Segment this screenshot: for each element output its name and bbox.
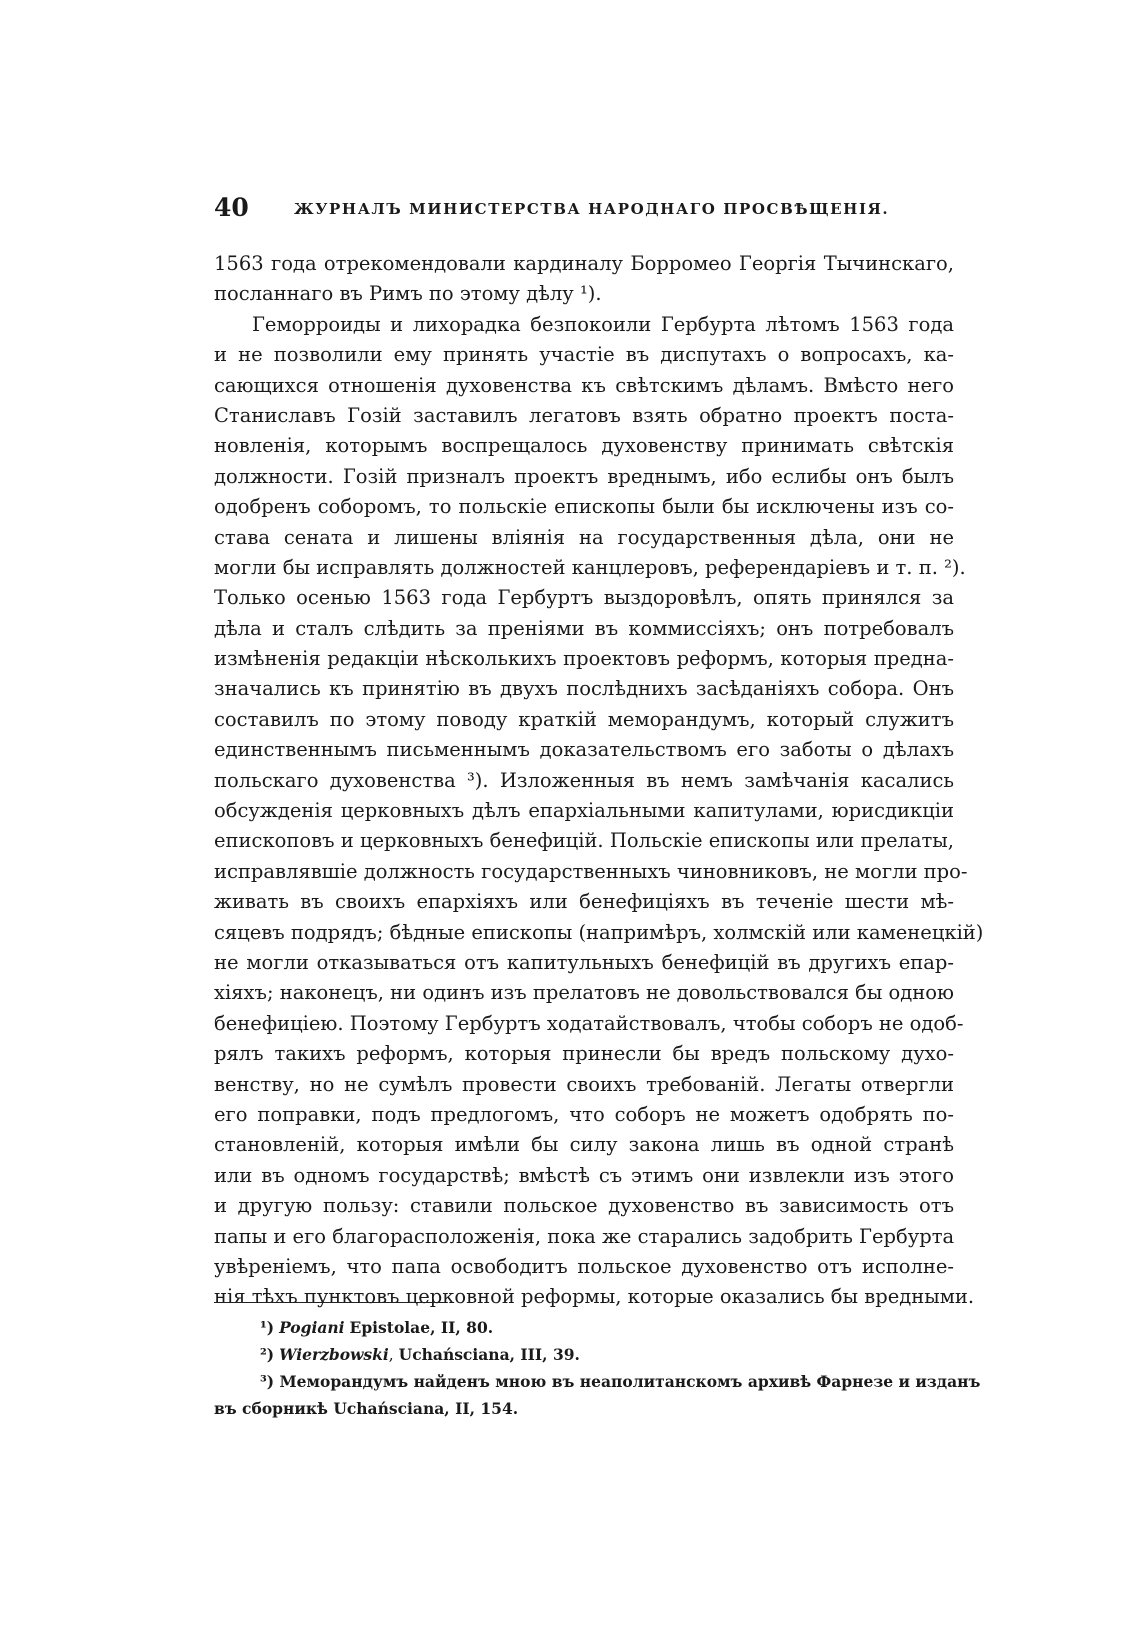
footnote-comma: , xyxy=(388,1346,394,1364)
text-line: единственнымъ письменнымъ доказательствомъ его заботы о дѣлахъ xyxy=(214,738,954,762)
text-line: могли бы исправлять должностей канцлеровъ, референдаріевъ и т. п. ²). xyxy=(214,555,966,579)
text-line: венству, но не сумѣлъ провести своихъ требованій. Легаты отвергли xyxy=(214,1072,954,1096)
footnote-reference: Epistolae, II, 80. xyxy=(349,1318,494,1337)
footnote-3-line-2: въ сборникѣ Uchańsciana, II, 154. xyxy=(214,1399,519,1418)
footnote-marker: ¹) xyxy=(260,1318,275,1337)
text-line: или въ одномъ государствѣ; вмѣстѣ съ этимъ они извлекли изъ этого xyxy=(214,1163,954,1187)
footnote-marker: ²) xyxy=(260,1345,275,1364)
text-line: значались къ принятію въ двухъ послѣднихъ засѣданіяхъ собора. Онъ xyxy=(214,677,954,701)
footnote-2 xyxy=(214,1341,954,1368)
footnote-1 xyxy=(214,1314,954,1341)
text-line: составилъ по этому поводу краткій меморандумъ, который служитъ xyxy=(214,707,954,731)
text-line: польскаго духовенства ³). Изложенныя въ немъ замѣчанія касались xyxy=(214,768,954,792)
page-number: 40 xyxy=(214,193,249,222)
text-line: дѣла и сталъ слѣдить за преніями въ коммиссіяхъ; онъ потребовалъ xyxy=(214,616,954,640)
text-line: рялъ такихъ реформъ, которыя принесли бы вредъ польскому духо- xyxy=(214,1042,954,1066)
text-line: сяцевъ подрядъ; бѣдные епископы (напримѣръ, холмскій или каменецкій) xyxy=(214,920,984,944)
text-line: епископовъ и церковныхъ бенефицій. Польскіе епископы или прелаты, xyxy=(214,829,954,853)
text-line: обсужденія церковныхъ дѣлъ епархіальными капитулами, юрисдикціи xyxy=(214,799,954,823)
body-text xyxy=(214,249,984,1313)
text-line: увѣреніемъ, что папа освободитъ польское духовенство отъ исполне- xyxy=(214,1254,954,1278)
text-line: новленія, которымъ воспрещалось духовенству принимать свѣтскія xyxy=(214,434,954,458)
text-line: става сената и лишены вліянія на государственныя дѣла, они не xyxy=(214,525,954,549)
text-line: Станиславъ Гозій заставилъ легатовъ взять обратно проектъ поста- xyxy=(214,403,954,427)
text-line: 1563 года отрекомендовали кардиналу Борромео Георгія Тычинскаго, xyxy=(214,252,954,275)
text-line: Только осенью 1563 года Гербуртъ выздоровѣлъ, опять принялся за xyxy=(214,586,954,610)
text-line: измѣненія редакціи нѣсколькихъ проектовъ реформъ, которыя предна- xyxy=(214,647,954,671)
text-line: его поправки, подъ предлогомъ, что соборъ не можетъ одобрять по- xyxy=(214,1102,954,1126)
footnote-3-line-1: ³) Меморандумъ найденъ мною въ неаполитанскомъ архивѣ Фарнезе и изданъ xyxy=(260,1372,981,1391)
footnote-reference: Uchańsciana, III, 39. xyxy=(398,1345,580,1364)
text-line: одобренъ соборомъ, то польскіе епископы были бы исключены изъ со- xyxy=(214,495,954,519)
footnote-author: Wierzbowski xyxy=(279,1345,389,1364)
footnote-divider xyxy=(214,1302,444,1303)
text-line: посланнаго въ Римъ по этому дѣлу ¹). xyxy=(214,282,602,306)
text-line: сающихся отношенія духовенства къ свѣтскимъ дѣламъ. Вмѣсто него xyxy=(214,373,954,397)
text-line: становленій, которыя имѣли бы силу закона лишь въ одной странѣ xyxy=(214,1133,954,1157)
text-line: папы и его благорасположенія, пока же старались задобрить Гербурта xyxy=(214,1224,955,1248)
paragraph-first-line: Геморроиды и лихорадка безпокоили Гербурта лѣтомъ 1563 года xyxy=(252,312,954,336)
text-line: хіяхъ; наконецъ, ни одинъ изъ прелатовъ не довольствовался бы одною xyxy=(214,981,955,1005)
text-line: и не позволили ему принять участіе въ диспутахъ о вопросахъ, ка- xyxy=(214,343,954,367)
text-line: живать въ своихъ епархіяхъ или бенефиціяхъ въ теченіе шести мѣ- xyxy=(214,890,954,914)
footnote-author: Pogiani xyxy=(279,1318,345,1337)
text-line: должности. Гозій призналъ проектъ вреднымъ, ибо еслибы онъ былъ xyxy=(214,464,954,488)
running-head: ЖУРНАЛЪ МИНИСТЕРСТВА НАРОДНАГО ПРОСВѢЩЕНІЯ. xyxy=(294,200,890,218)
text-line: и другую пользу: ставили польское духовенство въ зависимость отъ xyxy=(214,1194,954,1218)
footnotes xyxy=(214,1314,981,1422)
page-header xyxy=(214,192,954,230)
text-line: бенефиціею. Поэтому Гербуртъ ходатайствовалъ, чтобы соборъ не одоб- xyxy=(214,1011,964,1035)
text-line: не могли отказываться отъ капитульныхъ бенефицій въ другихъ епар- xyxy=(214,950,954,974)
text-line: нія тѣхъ пунктовъ церковной реформы, которые оказались бы вредными. xyxy=(214,1285,975,1309)
text-line: исправлявшіе должность государственныхъ чиновниковъ, не могли про- xyxy=(214,859,968,883)
